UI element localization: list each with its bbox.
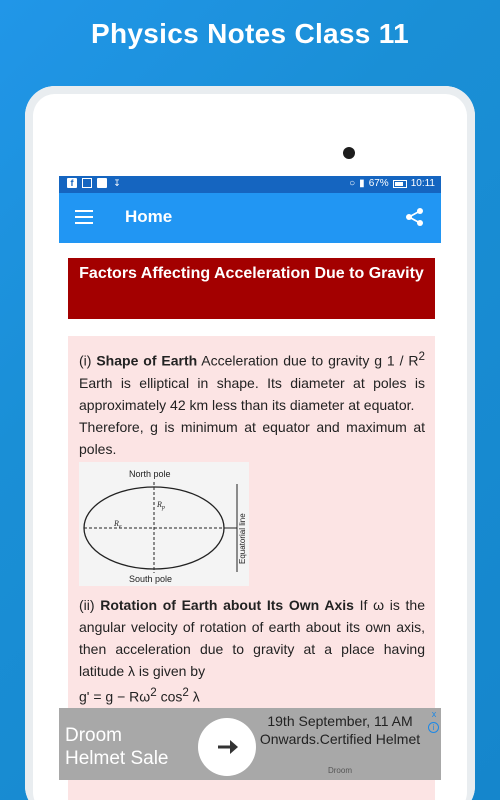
notes-paragraph-rotation: (ii) Rotation of Earth about Its Own Axis If ω is the angular velocity of rotation of earth about its own axis, then acceleration due to gravity at a place having latitude λ is given by [79, 596, 425, 679]
ad-description[interactable]: 19th September, 11 AM Onwards.Certified Helmet [259, 713, 421, 747]
notification-icons [67, 178, 122, 188]
status-bar [59, 176, 441, 193]
section-heading: Factors Affecting Acceleration Due to Gravity [68, 258, 435, 319]
north-pole-label: North pole [129, 468, 171, 479]
clock: 10:11 [410, 178, 435, 189]
notes-paragraph-conclusion: Therefore, g is minimum at equator and maximum at poles. [79, 418, 425, 457]
download-icon: ↧ [113, 178, 121, 188]
status-indicators [349, 178, 435, 189]
app-bar [59, 193, 441, 243]
mail-icon [82, 178, 92, 188]
notes-paragraph-shape: (i) Shape of Earth Acceleration due to gravity g $1 / R^2$ Earth is elliptical in shape. Its diameter at poles is approximately 42 km less than its diameter at equator. [79, 350, 425, 413]
earth-diagram [79, 462, 249, 586]
rp-label: $R_p$ [157, 499, 165, 511]
shape-heading: Shape of Earth [96, 352, 198, 369]
battery-percent: 67% [368, 178, 389, 189]
banner-title: Physics Notes Class 11 [91, 18, 409, 49]
re-label: $R_e$ [114, 518, 122, 530]
ad-banner[interactable] [59, 708, 441, 780]
camera-icon [343, 147, 355, 159]
arrow-right-icon [198, 718, 256, 776]
south-pole-label: South pole [129, 573, 173, 584]
hamburger-menu-icon[interactable] [75, 210, 93, 224]
gravity-formula: $g' = g - R\omega^2$ $\cos^2 \lambda$ [79, 685, 200, 705]
page-title: Home [125, 207, 173, 226]
share-icon[interactable] [405, 207, 425, 227]
ad-headline[interactable]: Droom Helmet Sale [65, 725, 169, 769]
battery-icon [393, 180, 407, 188]
facebook-icon: f [67, 178, 77, 188]
ad-info-icon[interactable]: i [428, 722, 439, 733]
ad-close-icon[interactable]: x [431, 709, 437, 719]
equatorial-label: Equatorial line [238, 512, 247, 564]
image-icon [97, 178, 107, 188]
device-screen [59, 176, 441, 800]
rotation-heading: Rotation of Earth about Its Own Axis [100, 596, 354, 613]
signal-icon: ▮ [359, 178, 365, 189]
ad-arrow-button[interactable] [198, 718, 256, 776]
wifi-icon: ○ [349, 178, 356, 189]
ad-brand: Droom [327, 766, 352, 775]
